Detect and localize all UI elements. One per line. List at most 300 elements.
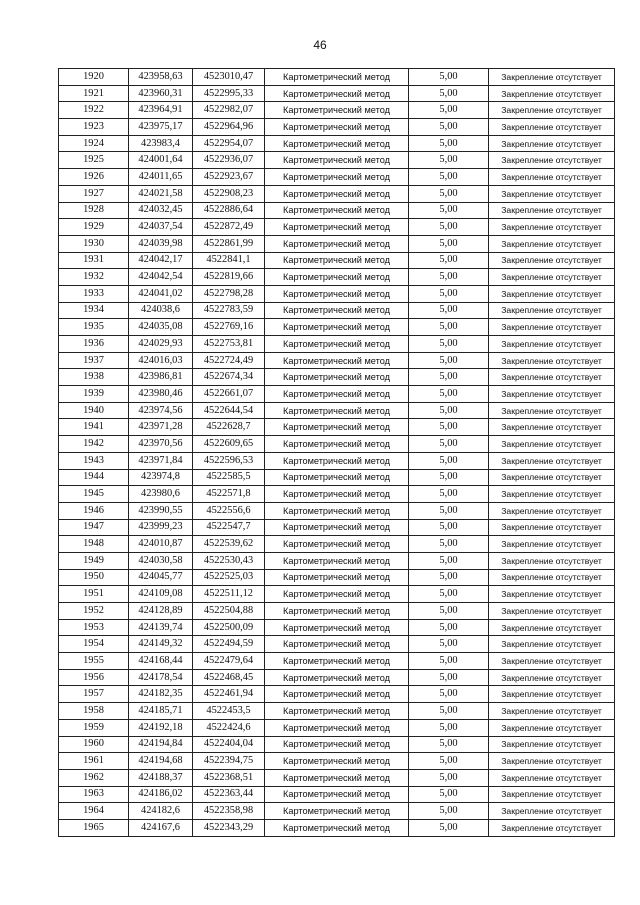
x-coordinate-cell: 424149,32 bbox=[129, 636, 193, 653]
fixing-description-cell: Закрепление отсутствует bbox=[489, 703, 615, 720]
y-coordinate-cell: 4522547,7 bbox=[193, 519, 265, 536]
x-coordinate-cell: 423971,28 bbox=[129, 419, 193, 436]
y-coordinate-cell: 4522908,23 bbox=[193, 185, 265, 202]
table-row bbox=[59, 736, 615, 753]
table-row bbox=[59, 269, 615, 286]
x-coordinate-cell: 423960,31 bbox=[129, 85, 193, 102]
accuracy-cell: 5,00 bbox=[409, 536, 489, 553]
y-coordinate-cell: 4522424,6 bbox=[193, 719, 265, 736]
table-row bbox=[59, 603, 615, 620]
accuracy-cell: 5,00 bbox=[409, 469, 489, 486]
point-number-cell: 1945 bbox=[59, 486, 129, 503]
accuracy-cell: 5,00 bbox=[409, 386, 489, 403]
method-cell: Картометрический метод bbox=[265, 469, 409, 486]
x-coordinate-cell: 424109,08 bbox=[129, 586, 193, 603]
y-coordinate-cell: 4522936,07 bbox=[193, 152, 265, 169]
table-row bbox=[59, 386, 615, 403]
method-cell: Картометрический метод bbox=[265, 552, 409, 569]
method-cell: Картометрический метод bbox=[265, 769, 409, 786]
accuracy-cell: 5,00 bbox=[409, 69, 489, 86]
point-number-cell: 1953 bbox=[59, 619, 129, 636]
accuracy-cell: 5,00 bbox=[409, 419, 489, 436]
method-cell: Картометрический метод bbox=[265, 235, 409, 252]
y-coordinate-cell: 4522644,54 bbox=[193, 402, 265, 419]
point-number-cell: 1954 bbox=[59, 636, 129, 653]
fixing-description-cell: Закрепление отсутствует bbox=[489, 319, 615, 336]
fixing-description-cell: Закрепление отсутствует bbox=[489, 636, 615, 653]
x-coordinate-cell: 423958,63 bbox=[129, 69, 193, 86]
table-row bbox=[59, 152, 615, 169]
fixing-description-cell: Закрепление отсутствует bbox=[489, 185, 615, 202]
y-coordinate-cell: 4522368,51 bbox=[193, 769, 265, 786]
point-number-cell: 1962 bbox=[59, 769, 129, 786]
x-coordinate-cell: 424037,54 bbox=[129, 219, 193, 236]
fixing-description-cell: Закрепление отсутствует bbox=[489, 469, 615, 486]
method-cell: Картометрический метод bbox=[265, 736, 409, 753]
table-row bbox=[59, 202, 615, 219]
fixing-description-cell: Закрепление отсутствует bbox=[489, 552, 615, 569]
accuracy-cell: 5,00 bbox=[409, 719, 489, 736]
method-cell: Картометрический метод bbox=[265, 486, 409, 503]
point-number-cell: 1923 bbox=[59, 119, 129, 136]
y-coordinate-cell: 4522585,5 bbox=[193, 469, 265, 486]
x-coordinate-cell: 423970,56 bbox=[129, 436, 193, 453]
x-coordinate-cell: 424041,02 bbox=[129, 285, 193, 302]
table-row bbox=[59, 119, 615, 136]
method-cell: Картометрический метод bbox=[265, 719, 409, 736]
x-coordinate-cell: 424042,54 bbox=[129, 269, 193, 286]
method-cell: Картометрический метод bbox=[265, 786, 409, 803]
fixing-description-cell: Закрепление отсутствует bbox=[489, 402, 615, 419]
accuracy-cell: 5,00 bbox=[409, 336, 489, 353]
point-number-cell: 1922 bbox=[59, 102, 129, 119]
y-coordinate-cell: 4522404,04 bbox=[193, 736, 265, 753]
accuracy-cell: 5,00 bbox=[409, 636, 489, 653]
table-row bbox=[59, 252, 615, 269]
y-coordinate-cell: 4522861,99 bbox=[193, 235, 265, 252]
accuracy-cell: 5,00 bbox=[409, 486, 489, 503]
point-number-cell: 1920 bbox=[59, 69, 129, 86]
method-cell: Картометрический метод bbox=[265, 336, 409, 353]
accuracy-cell: 5,00 bbox=[409, 703, 489, 720]
y-coordinate-cell: 4522886,64 bbox=[193, 202, 265, 219]
x-coordinate-cell: 424194,84 bbox=[129, 736, 193, 753]
x-coordinate-cell: 424045,77 bbox=[129, 569, 193, 586]
x-coordinate-cell: 424039,98 bbox=[129, 235, 193, 252]
method-cell: Картометрический метод bbox=[265, 586, 409, 603]
y-coordinate-cell: 4522872,49 bbox=[193, 219, 265, 236]
table-row bbox=[59, 135, 615, 152]
point-number-cell: 1948 bbox=[59, 536, 129, 553]
table-row bbox=[59, 102, 615, 119]
table-row bbox=[59, 819, 615, 836]
fixing-description-cell: Закрепление отсутствует bbox=[489, 302, 615, 319]
x-coordinate-cell: 424185,71 bbox=[129, 703, 193, 720]
table-row bbox=[59, 469, 615, 486]
method-cell: Картометрический метод bbox=[265, 819, 409, 836]
method-cell: Картометрический метод bbox=[265, 119, 409, 136]
x-coordinate-cell: 423974,8 bbox=[129, 469, 193, 486]
method-cell: Картометрический метод bbox=[265, 402, 409, 419]
accuracy-cell: 5,00 bbox=[409, 269, 489, 286]
point-number-cell: 1928 bbox=[59, 202, 129, 219]
fixing-description-cell: Закрепление отсутствует bbox=[489, 769, 615, 786]
accuracy-cell: 5,00 bbox=[409, 219, 489, 236]
table-row bbox=[59, 719, 615, 736]
point-number-cell: 1924 bbox=[59, 135, 129, 152]
fixing-description-cell: Закрепление отсутствует bbox=[489, 786, 615, 803]
x-coordinate-cell: 424186,02 bbox=[129, 786, 193, 803]
x-coordinate-cell: 424128,89 bbox=[129, 603, 193, 620]
y-coordinate-cell: 4522841,1 bbox=[193, 252, 265, 269]
y-coordinate-cell: 4522596,53 bbox=[193, 452, 265, 469]
point-number-cell: 1964 bbox=[59, 803, 129, 820]
fixing-description-cell: Закрепление отсутствует bbox=[489, 119, 615, 136]
y-coordinate-cell: 4522343,29 bbox=[193, 819, 265, 836]
accuracy-cell: 5,00 bbox=[409, 369, 489, 386]
table-row bbox=[59, 452, 615, 469]
method-cell: Картометрический метод bbox=[265, 386, 409, 403]
accuracy-cell: 5,00 bbox=[409, 736, 489, 753]
point-number-cell: 1930 bbox=[59, 235, 129, 252]
point-number-cell: 1960 bbox=[59, 736, 129, 753]
x-coordinate-cell: 424042,17 bbox=[129, 252, 193, 269]
fixing-description-cell: Закрепление отсутствует bbox=[489, 169, 615, 186]
method-cell: Картометрический метод bbox=[265, 252, 409, 269]
accuracy-cell: 5,00 bbox=[409, 252, 489, 269]
accuracy-cell: 5,00 bbox=[409, 402, 489, 419]
y-coordinate-cell: 4522661,07 bbox=[193, 386, 265, 403]
fixing-description-cell: Закрепление отсутствует bbox=[489, 653, 615, 670]
x-coordinate-cell: 424035,08 bbox=[129, 319, 193, 336]
method-cell: Картометрический метод bbox=[265, 219, 409, 236]
fixing-description-cell: Закрепление отсутствует bbox=[489, 219, 615, 236]
x-coordinate-cell: 424021,58 bbox=[129, 185, 193, 202]
table-row bbox=[59, 769, 615, 786]
table-row bbox=[59, 369, 615, 386]
fixing-description-cell: Закрепление отсутствует bbox=[489, 369, 615, 386]
x-coordinate-cell: 424168,44 bbox=[129, 653, 193, 670]
fixing-description-cell: Закрепление отсутствует bbox=[489, 619, 615, 636]
accuracy-cell: 5,00 bbox=[409, 152, 489, 169]
fixing-description-cell: Закрепление отсутствует bbox=[489, 85, 615, 102]
point-number-cell: 1944 bbox=[59, 469, 129, 486]
accuracy-cell: 5,00 bbox=[409, 653, 489, 670]
x-coordinate-cell: 424192,18 bbox=[129, 719, 193, 736]
point-number-cell: 1951 bbox=[59, 586, 129, 603]
fixing-description-cell: Закрепление отсутствует bbox=[489, 452, 615, 469]
point-number-cell: 1956 bbox=[59, 669, 129, 686]
accuracy-cell: 5,00 bbox=[409, 436, 489, 453]
method-cell: Картометрический метод bbox=[265, 419, 409, 436]
fixing-description-cell: Закрепление отсутствует bbox=[489, 386, 615, 403]
y-coordinate-cell: 4522769,16 bbox=[193, 319, 265, 336]
coordinates-table bbox=[58, 68, 615, 837]
method-cell: Картометрический метод bbox=[265, 69, 409, 86]
table-row bbox=[59, 169, 615, 186]
y-coordinate-cell: 4522358,98 bbox=[193, 803, 265, 820]
x-coordinate-cell: 423980,46 bbox=[129, 386, 193, 403]
method-cell: Картометрический метод bbox=[265, 352, 409, 369]
y-coordinate-cell: 4522479,64 bbox=[193, 653, 265, 670]
x-coordinate-cell: 424188,37 bbox=[129, 769, 193, 786]
table-row bbox=[59, 319, 615, 336]
method-cell: Картометрический метод bbox=[265, 185, 409, 202]
method-cell: Картометрический метод bbox=[265, 135, 409, 152]
method-cell: Картометрический метод bbox=[265, 669, 409, 686]
method-cell: Картометрический метод bbox=[265, 202, 409, 219]
accuracy-cell: 5,00 bbox=[409, 619, 489, 636]
point-number-cell: 1963 bbox=[59, 786, 129, 803]
accuracy-cell: 5,00 bbox=[409, 686, 489, 703]
method-cell: Картометрический метод bbox=[265, 452, 409, 469]
accuracy-cell: 5,00 bbox=[409, 135, 489, 152]
fixing-description-cell: Закрепление отсутствует bbox=[489, 669, 615, 686]
point-number-cell: 1927 bbox=[59, 185, 129, 202]
method-cell: Картометрический метод bbox=[265, 619, 409, 636]
fixing-description-cell: Закрепление отсутствует bbox=[489, 419, 615, 436]
x-coordinate-cell: 423975,17 bbox=[129, 119, 193, 136]
accuracy-cell: 5,00 bbox=[409, 102, 489, 119]
accuracy-cell: 5,00 bbox=[409, 185, 489, 202]
point-number-cell: 1965 bbox=[59, 819, 129, 836]
x-coordinate-cell: 424029,93 bbox=[129, 336, 193, 353]
method-cell: Картометрический метод bbox=[265, 302, 409, 319]
fixing-description-cell: Закрепление отсутствует bbox=[489, 436, 615, 453]
y-coordinate-cell: 4522363,44 bbox=[193, 786, 265, 803]
fixing-description-cell: Закрепление отсутствует bbox=[489, 252, 615, 269]
y-coordinate-cell: 4522674,34 bbox=[193, 369, 265, 386]
method-cell: Картометрический метод bbox=[265, 369, 409, 386]
table-row bbox=[59, 185, 615, 202]
point-number-cell: 1934 bbox=[59, 302, 129, 319]
point-number-cell: 1961 bbox=[59, 753, 129, 770]
x-coordinate-cell: 424038,6 bbox=[129, 302, 193, 319]
method-cell: Картометрический метод bbox=[265, 319, 409, 336]
method-cell: Картометрический метод bbox=[265, 686, 409, 703]
fixing-description-cell: Закрепление отсутствует bbox=[489, 686, 615, 703]
point-number-cell: 1937 bbox=[59, 352, 129, 369]
x-coordinate-cell: 423999,23 bbox=[129, 519, 193, 536]
method-cell: Картометрический метод bbox=[265, 519, 409, 536]
y-coordinate-cell: 4522468,45 bbox=[193, 669, 265, 686]
method-cell: Картометрический метод bbox=[265, 753, 409, 770]
point-number-cell: 1933 bbox=[59, 285, 129, 302]
point-number-cell: 1949 bbox=[59, 552, 129, 569]
fixing-description-cell: Закрепление отсутствует bbox=[489, 502, 615, 519]
y-coordinate-cell: 4522753,81 bbox=[193, 336, 265, 353]
x-coordinate-cell: 423971,84 bbox=[129, 452, 193, 469]
table-row bbox=[59, 586, 615, 603]
table-row bbox=[59, 653, 615, 670]
fixing-description-cell: Закрепление отсутствует bbox=[489, 202, 615, 219]
x-coordinate-cell: 424182,35 bbox=[129, 686, 193, 703]
y-coordinate-cell: 4522571,8 bbox=[193, 486, 265, 503]
point-number-cell: 1946 bbox=[59, 502, 129, 519]
table-row bbox=[59, 402, 615, 419]
x-coordinate-cell: 424011,65 bbox=[129, 169, 193, 186]
point-number-cell: 1941 bbox=[59, 419, 129, 436]
point-number-cell: 1955 bbox=[59, 653, 129, 670]
point-number-cell: 1942 bbox=[59, 436, 129, 453]
table-row bbox=[59, 302, 615, 319]
fixing-description-cell: Закрепление отсутствует bbox=[489, 753, 615, 770]
y-coordinate-cell: 4522995,33 bbox=[193, 85, 265, 102]
method-cell: Картометрический метод bbox=[265, 269, 409, 286]
x-coordinate-cell: 423990,55 bbox=[129, 502, 193, 519]
point-number-cell: 1929 bbox=[59, 219, 129, 236]
fixing-description-cell: Закрепление отсутствует bbox=[489, 586, 615, 603]
accuracy-cell: 5,00 bbox=[409, 452, 489, 469]
fixing-description-cell: Закрепление отсутствует bbox=[489, 536, 615, 553]
accuracy-cell: 5,00 bbox=[409, 519, 489, 536]
accuracy-cell: 5,00 bbox=[409, 119, 489, 136]
point-number-cell: 1947 bbox=[59, 519, 129, 536]
fixing-description-cell: Закрепление отсутствует bbox=[489, 102, 615, 119]
point-number-cell: 1957 bbox=[59, 686, 129, 703]
table-row bbox=[59, 636, 615, 653]
y-coordinate-cell: 4522453,5 bbox=[193, 703, 265, 720]
method-cell: Картометрический метод bbox=[265, 436, 409, 453]
accuracy-cell: 5,00 bbox=[409, 769, 489, 786]
table-row bbox=[59, 352, 615, 369]
fixing-description-cell: Закрепление отсутствует bbox=[489, 235, 615, 252]
accuracy-cell: 5,00 bbox=[409, 803, 489, 820]
table-row bbox=[59, 285, 615, 302]
y-coordinate-cell: 4522530,43 bbox=[193, 552, 265, 569]
fixing-description-cell: Закрепление отсутствует bbox=[489, 719, 615, 736]
y-coordinate-cell: 4522798,28 bbox=[193, 285, 265, 302]
accuracy-cell: 5,00 bbox=[409, 302, 489, 319]
x-coordinate-cell: 424032,45 bbox=[129, 202, 193, 219]
fixing-description-cell: Закрепление отсутствует bbox=[489, 569, 615, 586]
y-coordinate-cell: 4522609,65 bbox=[193, 436, 265, 453]
fixing-description-cell: Закрепление отсутствует bbox=[489, 269, 615, 286]
table-row bbox=[59, 502, 615, 519]
accuracy-cell: 5,00 bbox=[409, 669, 489, 686]
accuracy-cell: 5,00 bbox=[409, 285, 489, 302]
point-number-cell: 1931 bbox=[59, 252, 129, 269]
table-row bbox=[59, 436, 615, 453]
y-coordinate-cell: 4522954,07 bbox=[193, 135, 265, 152]
method-cell: Картометрический метод bbox=[265, 536, 409, 553]
fixing-description-cell: Закрепление отсутствует bbox=[489, 336, 615, 353]
fixing-description-cell: Закрепление отсутствует bbox=[489, 69, 615, 86]
fixing-description-cell: Закрепление отсутствует bbox=[489, 285, 615, 302]
table-row bbox=[59, 552, 615, 569]
x-coordinate-cell: 424030,58 bbox=[129, 552, 193, 569]
fixing-description-cell: Закрепление отсутствует bbox=[489, 352, 615, 369]
y-coordinate-cell: 4522724,49 bbox=[193, 352, 265, 369]
y-coordinate-cell: 4522461,94 bbox=[193, 686, 265, 703]
table-row bbox=[59, 519, 615, 536]
y-coordinate-cell: 4522783,59 bbox=[193, 302, 265, 319]
fixing-description-cell: Закрепление отсутствует bbox=[489, 736, 615, 753]
point-number-cell: 1935 bbox=[59, 319, 129, 336]
y-coordinate-cell: 4523010,47 bbox=[193, 69, 265, 86]
table-row bbox=[59, 803, 615, 820]
accuracy-cell: 5,00 bbox=[409, 569, 489, 586]
accuracy-cell: 5,00 bbox=[409, 202, 489, 219]
table-row bbox=[59, 753, 615, 770]
table-row bbox=[59, 703, 615, 720]
table-row bbox=[59, 569, 615, 586]
x-coordinate-cell: 423964,91 bbox=[129, 102, 193, 119]
point-number-cell: 1925 bbox=[59, 152, 129, 169]
method-cell: Картометрический метод bbox=[265, 569, 409, 586]
method-cell: Картометрический метод bbox=[265, 102, 409, 119]
method-cell: Картометрический метод bbox=[265, 703, 409, 720]
fixing-description-cell: Закрепление отсутствует bbox=[489, 519, 615, 536]
fixing-description-cell: Закрепление отсутствует bbox=[489, 603, 615, 620]
table-row bbox=[59, 235, 615, 252]
accuracy-cell: 5,00 bbox=[409, 235, 489, 252]
table-row bbox=[59, 686, 615, 703]
point-number-cell: 1959 bbox=[59, 719, 129, 736]
table-row bbox=[59, 786, 615, 803]
fixing-description-cell: Закрепление отсутствует bbox=[489, 819, 615, 836]
y-coordinate-cell: 4522819,66 bbox=[193, 269, 265, 286]
y-coordinate-cell: 4522500,09 bbox=[193, 619, 265, 636]
accuracy-cell: 5,00 bbox=[409, 502, 489, 519]
fixing-description-cell: Закрепление отсутствует bbox=[489, 135, 615, 152]
method-cell: Картометрический метод bbox=[265, 636, 409, 653]
point-number-cell: 1940 bbox=[59, 402, 129, 419]
y-coordinate-cell: 4522556,6 bbox=[193, 502, 265, 519]
x-coordinate-cell: 423974,56 bbox=[129, 402, 193, 419]
method-cell: Картометрический метод bbox=[265, 603, 409, 620]
accuracy-cell: 5,00 bbox=[409, 603, 489, 620]
method-cell: Картометрический метод bbox=[265, 653, 409, 670]
point-number-cell: 1952 bbox=[59, 603, 129, 620]
y-coordinate-cell: 4522982,07 bbox=[193, 102, 265, 119]
accuracy-cell: 5,00 bbox=[409, 819, 489, 836]
point-number-cell: 1932 bbox=[59, 269, 129, 286]
y-coordinate-cell: 4522511,12 bbox=[193, 586, 265, 603]
point-number-cell: 1936 bbox=[59, 336, 129, 353]
x-coordinate-cell: 423986,81 bbox=[129, 369, 193, 386]
y-coordinate-cell: 4522964,96 bbox=[193, 119, 265, 136]
method-cell: Картометрический метод bbox=[265, 285, 409, 302]
point-number-cell: 1943 bbox=[59, 452, 129, 469]
method-cell: Картометрический метод bbox=[265, 502, 409, 519]
y-coordinate-cell: 4522923,67 bbox=[193, 169, 265, 186]
table-row bbox=[59, 536, 615, 553]
y-coordinate-cell: 4522394,75 bbox=[193, 753, 265, 770]
y-coordinate-cell: 4522525,03 bbox=[193, 569, 265, 586]
y-coordinate-cell: 4522628,7 bbox=[193, 419, 265, 436]
point-number-cell: 1921 bbox=[59, 85, 129, 102]
method-cell: Картометрический метод bbox=[265, 85, 409, 102]
point-number-cell: 1939 bbox=[59, 386, 129, 403]
x-coordinate-cell: 423983,4 bbox=[129, 135, 193, 152]
table-row bbox=[59, 85, 615, 102]
table-row bbox=[59, 219, 615, 236]
y-coordinate-cell: 4522494,59 bbox=[193, 636, 265, 653]
x-coordinate-cell: 424194,68 bbox=[129, 753, 193, 770]
y-coordinate-cell: 4522504,88 bbox=[193, 603, 265, 620]
page-number: 46 bbox=[313, 38, 327, 52]
accuracy-cell: 5,00 bbox=[409, 552, 489, 569]
fixing-description-cell: Закрепление отсутствует bbox=[489, 803, 615, 820]
x-coordinate-cell: 424016,03 bbox=[129, 352, 193, 369]
method-cell: Картометрический метод bbox=[265, 152, 409, 169]
table-row bbox=[59, 419, 615, 436]
y-coordinate-cell: 4522539,62 bbox=[193, 536, 265, 553]
accuracy-cell: 5,00 bbox=[409, 586, 489, 603]
accuracy-cell: 5,00 bbox=[409, 786, 489, 803]
x-coordinate-cell: 423980,6 bbox=[129, 486, 193, 503]
